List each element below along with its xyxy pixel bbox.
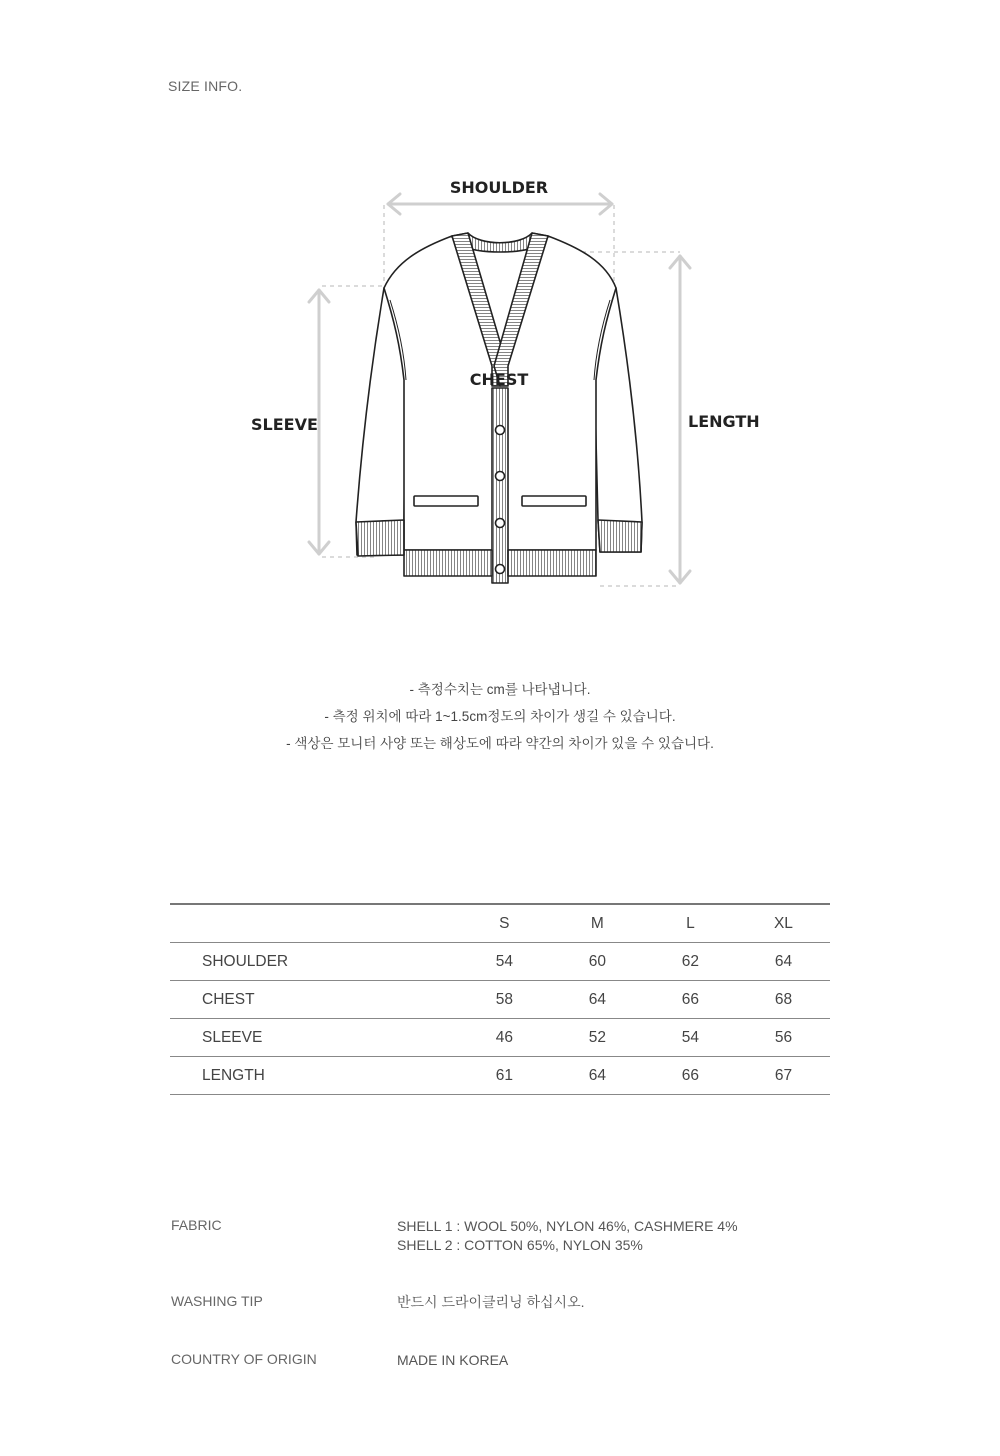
- table-row: [170, 1057, 830, 1095]
- cardigan-diagram: [0, 0, 1000, 640]
- label-length: LENGTH: [688, 412, 760, 431]
- table-row: [170, 981, 830, 1019]
- size-table-header: [170, 904, 830, 943]
- origin-label: COUNTRY OF ORIGIN: [171, 1351, 317, 1367]
- table-cell: 61: [458, 1057, 551, 1095]
- header-cell: XL: [737, 904, 830, 943]
- table-row: [170, 943, 830, 981]
- washing-label: WASHING TIP: [171, 1293, 263, 1309]
- size-table: [170, 903, 830, 1095]
- label-chest: CHEST: [469, 370, 529, 389]
- table-cell: 52: [551, 1019, 644, 1057]
- note-line: - 색상은 모니터 사양 또는 해상도에 따라 약간의 차이가 있을 수 있습니다.: [286, 736, 714, 751]
- table-cell: 56: [737, 1019, 830, 1057]
- cardigan-illustration: [356, 233, 642, 583]
- origin-value: MADE IN KOREA: [397, 1352, 509, 1368]
- table-cell: 64: [551, 1057, 644, 1095]
- label-shoulder: SHOULDER: [449, 178, 549, 197]
- note-line: - 측정수치는 cm를 나타냅니다.: [409, 682, 591, 697]
- table-cell: 66: [644, 1057, 737, 1095]
- header-cell: [170, 904, 458, 943]
- fabric-line: SHELL 2 : COTTON 65%, NYLON 35%: [397, 1237, 643, 1253]
- section-title: SIZE INFO.: [168, 78, 243, 94]
- table-cell: 68: [737, 981, 830, 1019]
- table-cell: 54: [458, 943, 551, 981]
- row-label: CHEST: [170, 981, 458, 1019]
- header-cell: S: [458, 904, 551, 943]
- note-line: - 측정 위치에 따라 1~1.5cm정도의 차이가 생길 수 있습니다.: [324, 709, 676, 724]
- table-cell: 58: [458, 981, 551, 1019]
- row-label: SLEEVE: [170, 1019, 458, 1057]
- table-cell: 64: [551, 981, 644, 1019]
- table-cell: 46: [458, 1019, 551, 1057]
- header-cell: M: [551, 904, 644, 943]
- measurement-notes: [0, 680, 1000, 761]
- table-row: [170, 1019, 830, 1057]
- table-cell: 60: [551, 943, 644, 981]
- washing-value: 반드시 드라이클리닝 하십시오.: [397, 1294, 585, 1310]
- table-cell: 62: [644, 943, 737, 981]
- table-cell: 66: [644, 981, 737, 1019]
- header-cell: L: [644, 904, 737, 943]
- fabric-line: SHELL 1 : WOOL 50%, NYLON 46%, CASHMERE 4%: [397, 1218, 738, 1234]
- table-cell: 67: [737, 1057, 830, 1095]
- fabric-label: FABRIC: [171, 1217, 222, 1233]
- row-label: SHOULDER: [170, 943, 458, 981]
- label-sleeve: SLEEVE: [251, 415, 318, 434]
- table-cell: 54: [644, 1019, 737, 1057]
- table-cell: 64: [737, 943, 830, 981]
- fabric-value: [397, 1217, 857, 1255]
- row-label: LENGTH: [170, 1057, 458, 1095]
